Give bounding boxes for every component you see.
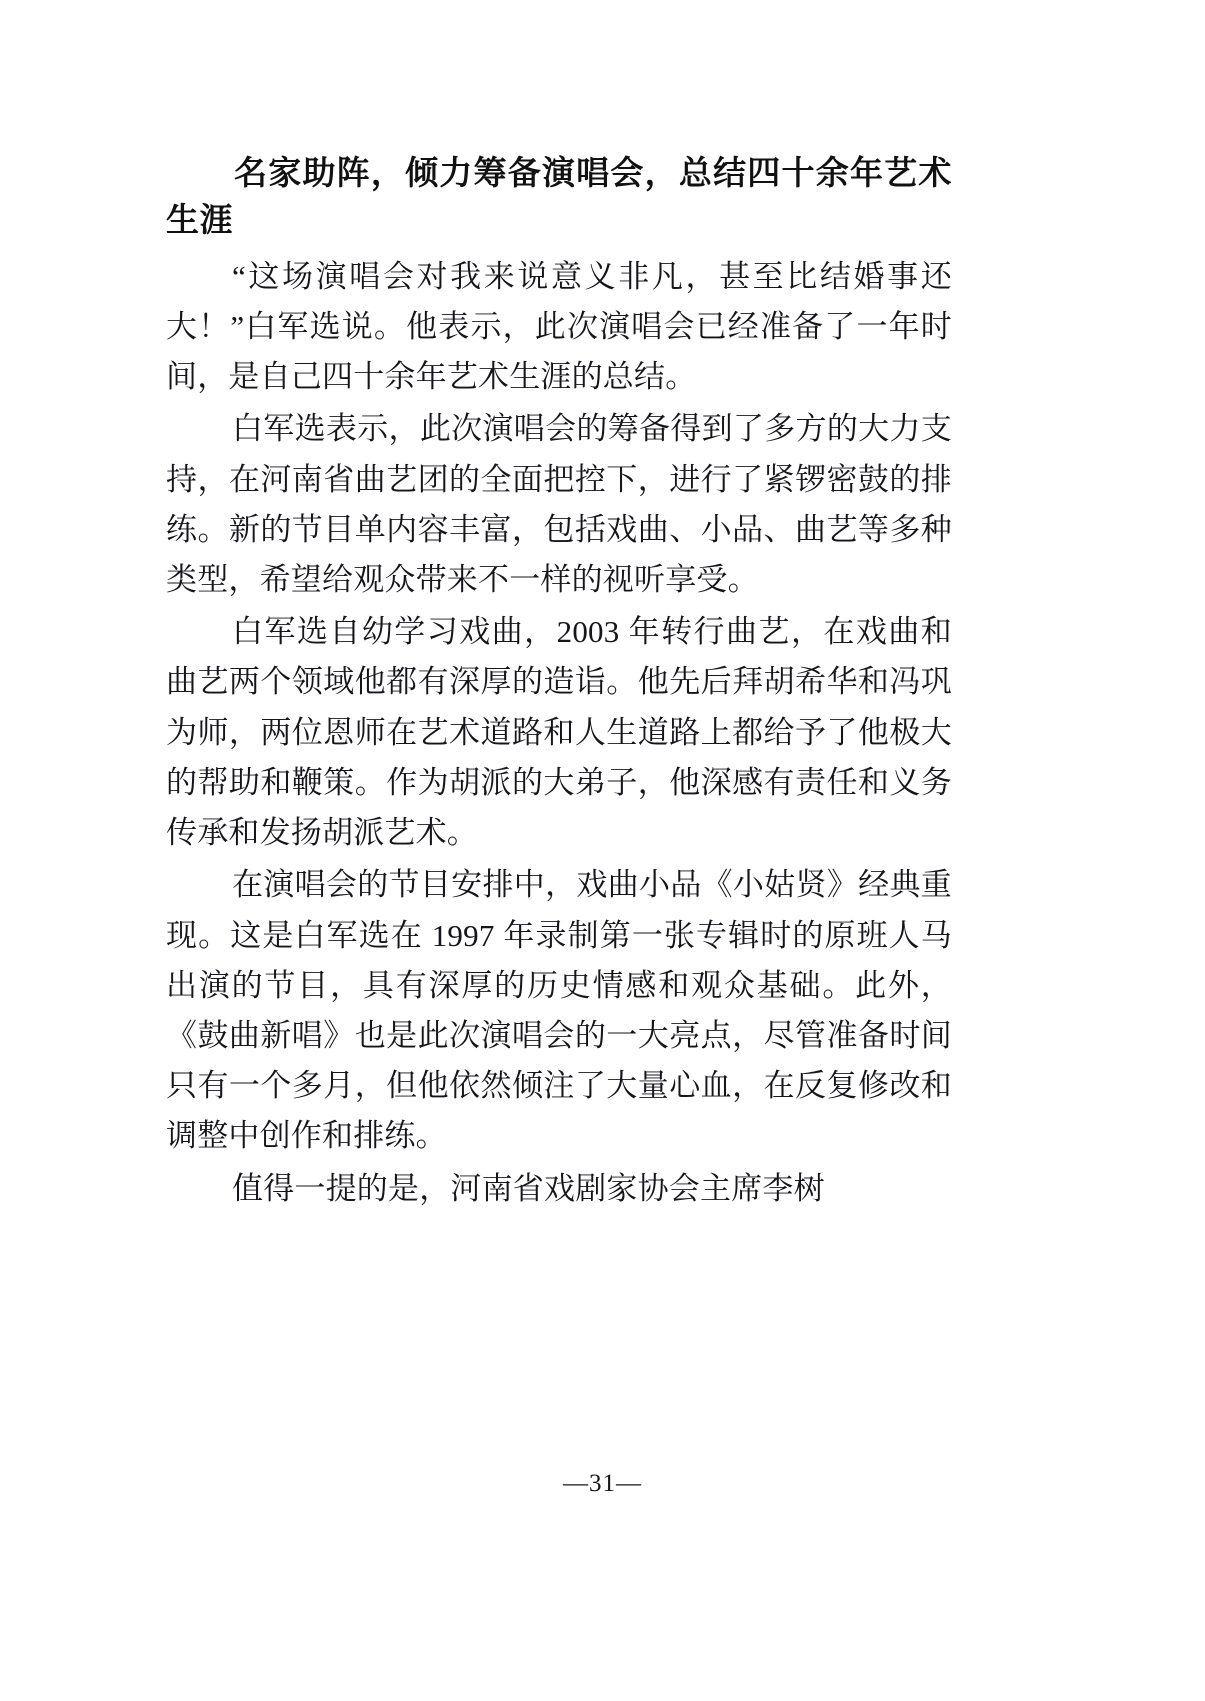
paragraph: 白军选自幼学习戏曲，2003 年转行曲艺，在戏曲和曲艺两个领域他都有深厚的造诣。他先后拜胡希华和冯巩为师，两位恩师在艺术道路和人生道路上都给予了他极大的帮助和鞭策。作为胡派的大弟子，他深感有责任和义务传承和发扬胡派艺术。 <box>166 614 952 851</box>
paragraph: 白军选表示，此次演唱会的筹备得到了多方的大力支持，在河南省曲艺团的全面把控下，进行了紧锣密鼓的排练。新的节目单内容丰富，包括戏曲、小品、曲艺等多种类型，希望给观众带来不一样的视听享受。 <box>166 411 952 598</box>
page-number: —31— <box>563 1470 642 1497</box>
paragraph: 值得一提的是，河南省戏剧家协会主席李树 <box>232 1170 825 1206</box>
page-content <box>166 150 952 1216</box>
paragraph: 在演唱会的节目安排中，戏曲小品《小姑贤》经典重现。这是白军选在 1997 年录制第一张专辑时的原班人马出演的节目，具有深厚的历史情感和观众基础。此外，《鼓曲新唱》也是此次演唱会的一大亮点，尽管准备时间只有一个多月，但他依然倾注了大量心血，在反复修改和调整中创作和排练。 <box>166 867 952 1154</box>
page-title: 名家助阵，倾力筹备演唱会，总结四十余年艺术生涯 <box>166 154 952 238</box>
paragraph: “这场演唱会对我来说意义非凡，甚至比结婚事还大！”白军选说。他表示，此次演唱会已经准备了一年时间，是自己四十余年艺术生涯的总结。 <box>166 258 952 395</box>
